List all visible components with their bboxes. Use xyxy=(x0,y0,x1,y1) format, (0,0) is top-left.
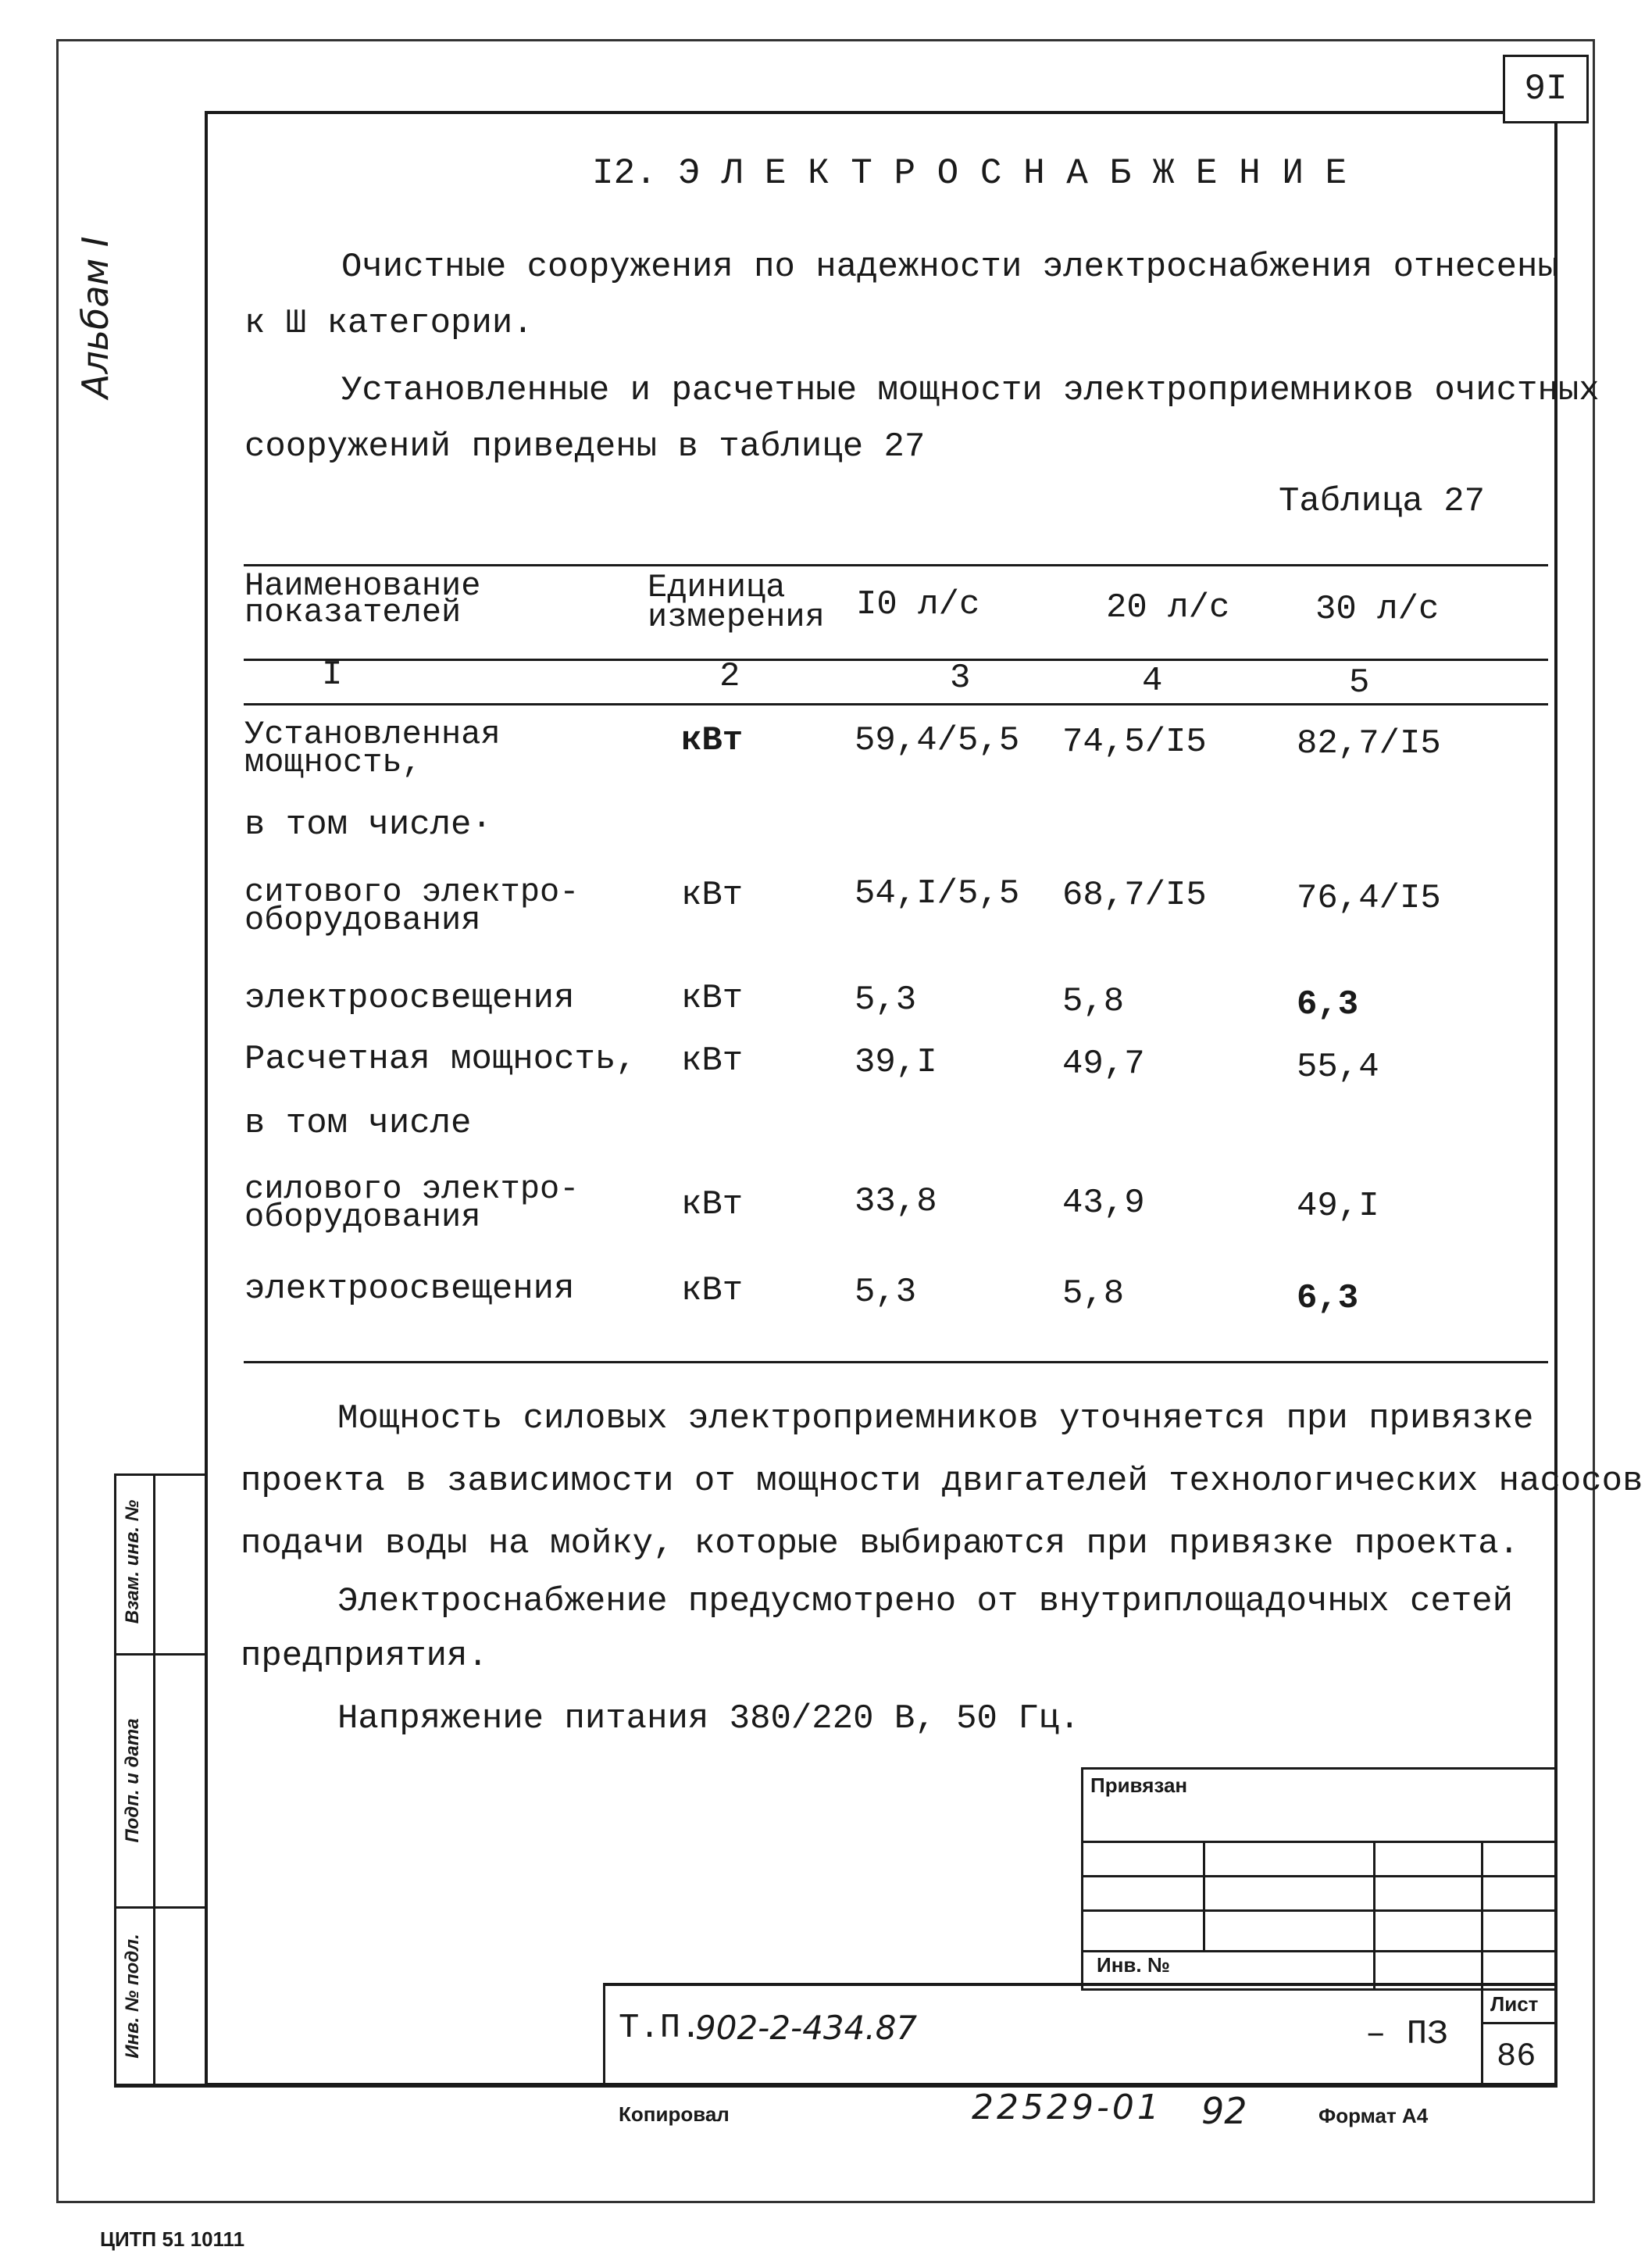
side-stamp-podp: Подп. и дата xyxy=(122,1718,143,1843)
stamp-list-hline xyxy=(1481,2022,1557,2024)
column-number-2: 2 xyxy=(719,657,740,696)
row-value-30: 6,3 xyxy=(1297,1279,1359,1318)
stamp-list-vline xyxy=(1481,1983,1483,2086)
intro-p1-line1: Очистные сооружения по надежности электроснабжения отнесены xyxy=(341,248,1558,287)
row-value-30: 55,4 xyxy=(1297,1048,1379,1087)
table-header-rule xyxy=(244,659,1548,661)
row-value-10: 54,I/5,5 xyxy=(855,874,1020,913)
page-number: 9I xyxy=(1524,69,1568,109)
row-name-line1: электроосвещения xyxy=(244,1270,575,1309)
row-value-30: 76,4/I5 xyxy=(1297,879,1441,918)
row-name-line1: Расчетная мощность, xyxy=(244,1040,637,1079)
row-value-20: 49,7 xyxy=(1062,1045,1145,1084)
row-unit: кВт xyxy=(681,979,744,1018)
row-name-line1: электроосвещения xyxy=(244,979,575,1018)
stamp-hline-4 xyxy=(1081,1950,1557,1952)
side-stamp-hline-1 xyxy=(114,1653,205,1656)
row-unit: кВт xyxy=(681,1185,744,1224)
header-unit-line2: измерения xyxy=(648,598,825,636)
row-value-30: 6,3 xyxy=(1297,985,1359,1024)
row-value-20: 5,8 xyxy=(1062,982,1125,1021)
intro-p2-line2: сооружений приведены в таблице 27 xyxy=(244,427,926,466)
stamp-hline-1 xyxy=(1081,1841,1557,1843)
footer-order-number: 22529-01 xyxy=(972,2088,1162,2127)
stamp-doc-code-typed: Т.П. xyxy=(619,2009,701,2048)
column-number-4: 4 xyxy=(1142,662,1163,701)
stamp-vline-2 xyxy=(1373,1841,1375,1989)
table-colnum-rule xyxy=(244,703,1548,705)
row-unit: кВт xyxy=(681,1041,744,1080)
stamp-doc-code-hand: 902-2-434.87 xyxy=(695,2009,918,2047)
side-stamp-inv-podl: Инв. № подл. xyxy=(122,1934,143,2059)
row-name-line1: ситового электро- xyxy=(244,873,580,911)
row-value-20: 5,8 xyxy=(1062,1274,1125,1313)
after-p1-line3: подачи воды на мойку, которые выбираются при привязке проекта. xyxy=(241,1524,1520,1563)
row-value-10: 5,3 xyxy=(855,1273,917,1312)
footer-page-hand: 92 xyxy=(1201,2090,1247,2132)
row-value-30: 82,7/I5 xyxy=(1297,724,1441,763)
row-name-line1: в том числе xyxy=(244,1104,472,1143)
footer-format: Формат А4 xyxy=(1318,2104,1429,2127)
stamp-hline-2 xyxy=(1081,1875,1557,1877)
side-stamp-vzam: Взам. инв. № xyxy=(122,1499,143,1624)
row-name-line2: оборудования xyxy=(244,902,481,939)
row-name-line2: оборудования xyxy=(244,1198,481,1236)
footer-kopiroval: Копировал xyxy=(619,2102,730,2126)
stamp-vline-3 xyxy=(1481,1841,1483,1989)
side-stamp-vline xyxy=(153,1473,155,2086)
row-value-10: 5,3 xyxy=(855,980,917,1020)
column-number-1: I xyxy=(322,655,343,695)
header-name-line2: показателей xyxy=(244,594,462,631)
intro-p1-line2: к Ш категории. xyxy=(244,304,533,343)
section-heading: I2. Э Л Е К Т Р О С Н А Б Ж Е Н И Е xyxy=(592,153,1347,194)
row-name-line1: в том числе· xyxy=(244,805,492,845)
header-col-10: I0 л/с xyxy=(856,585,980,624)
table-caption: Таблица 27 xyxy=(1279,482,1486,521)
stamp-privyazan-label: Привязан xyxy=(1090,1773,1188,1797)
column-number-3: 3 xyxy=(950,659,971,698)
header-name-line1: Наименование xyxy=(244,567,481,605)
footer-tsitp: ЦИТП 51 10111 xyxy=(100,2227,245,2251)
stamp-inv-no: Инв. № xyxy=(1097,1953,1170,1977)
stamp-vline-1 xyxy=(1203,1841,1205,1950)
stamp-list-number: 86 xyxy=(1497,2038,1536,2075)
row-value-20: 43,9 xyxy=(1062,1184,1145,1223)
table-bottom-rule xyxy=(244,1361,1548,1363)
after-p2-line1: Электроснабжение предусмотрено от внутриплощадочных сетей xyxy=(337,1582,1514,1621)
row-name-line1: Установленная xyxy=(244,716,501,753)
row-value-20: 68,7/I5 xyxy=(1062,876,1207,915)
header-unit-line1: Единица xyxy=(648,569,786,606)
header-col-30: 30 л/с xyxy=(1315,590,1440,629)
intro-p2-line1: Установленные и расчетные мощности электроприемников очистных xyxy=(341,371,1600,410)
row-value-10: 39,I xyxy=(855,1043,937,1082)
stamp-list-label: Лист xyxy=(1490,1992,1539,2016)
row-name-line1: силового электро- xyxy=(244,1170,580,1208)
row-unit: кВт xyxy=(681,721,744,760)
row-value-10: 33,8 xyxy=(855,1182,937,1221)
bottom-rule xyxy=(114,2084,1557,2088)
after-p3: Напряжение питания 380/220 В, 50 Гц. xyxy=(337,1699,1080,1738)
after-p2-line2: предприятия. xyxy=(241,1637,488,1676)
row-name-line2: мощность, xyxy=(244,744,422,781)
row-value-10: 59,4/5,5 xyxy=(855,721,1020,760)
after-p1-line1: Мощность силовых электроприемников уточняется при привязке xyxy=(337,1399,1534,1438)
row-unit: кВт xyxy=(681,1271,744,1310)
side-album-label: Альбам I xyxy=(74,236,116,398)
column-number-5: 5 xyxy=(1349,663,1370,702)
after-p1-line2: проекта в зависимости от мощности двигателей технологических насосов xyxy=(241,1462,1643,1501)
header-col-20: 20 л/с xyxy=(1106,588,1230,627)
row-unit: кВт xyxy=(681,876,744,915)
stamp-doc-suffix: – ПЗ xyxy=(1365,2015,1448,2054)
table-top-rule xyxy=(244,564,1548,566)
row-value-30: 49,I xyxy=(1297,1187,1379,1226)
stamp-hline-3 xyxy=(1081,1909,1557,1912)
row-value-20: 74,5/I5 xyxy=(1062,723,1207,762)
